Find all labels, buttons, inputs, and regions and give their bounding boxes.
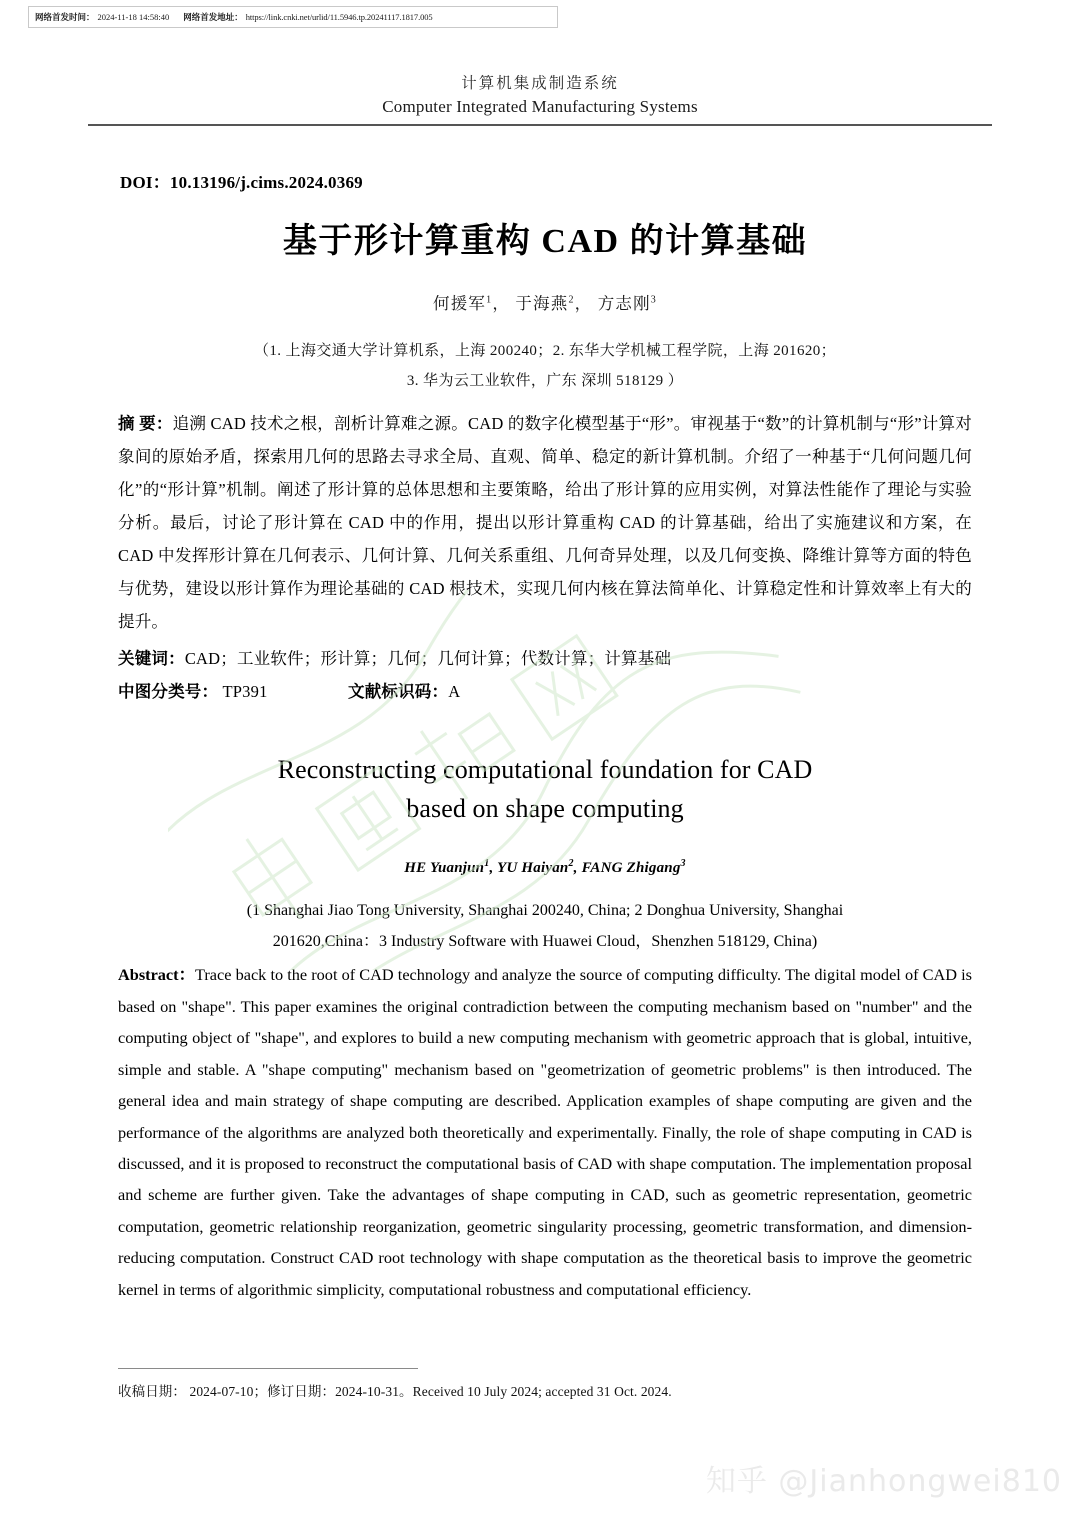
title-english-line-2: based on shape computing — [406, 794, 684, 823]
author-cn-3-affil-marker: 3 — [650, 294, 657, 305]
zhihu-watermark: 知乎 @Jianhongwei810 — [705, 1464, 1062, 1499]
affiliation-en-line-2: 201620,China：3 Industry Software with Huawei Cloud，Shenzhen 518129, China) — [272, 933, 818, 951]
abstract-english — [118, 959, 972, 1305]
abstract-chinese — [118, 407, 972, 638]
clc-group — [118, 675, 348, 708]
journal-masthead — [0, 72, 1080, 120]
authors-chinese — [118, 290, 972, 314]
doc-code-label: 文献标识码： — [348, 682, 449, 701]
journal-name-english: Computer Integrated Manufacturing Systems — [382, 97, 698, 117]
affiliation-cn-line-1: （1. 上海交通大学计算机系，上海 200240；2. 东华大学机械工程学院，上海 201620； — [253, 342, 837, 359]
received-dates-footnote: 收稿日期： 2024-07-10；修订日期：2024-10-31。Received 10 July 2024; accepted 31 Oct. 2024. — [118, 1384, 672, 1399]
abstract-chinese-text: 追溯 CAD 技术之根，剖析计算难之源。CAD 的数字化模型基于“形”。审视基于“数”的计算机制与“形”计算对象间的原始矛盾，探索用几何的思路去寻求全局、直观、简单、稳定的新计算机制。介绍了一种基于“几何问题几何化”的“形计算”机制。阐述了形计算的总体思想和主要策略，给出了形计算的应用实例，对算法性能作了理论与实验分析。最后，讨论了形计算在 CAD 中的作用，提出以形计算重构 CAD 的计算基础，给出了实施建议和方案，在 CAD 中发挥形计算在几何表示、几何计算、几何关系重组、几何奇异处理，以及几何变换、降维计算等方面的特色与优势，建设以形计算作为理论基础的 CAD 根技术，实现几何内核在算法简单化、计算稳定性和计算效率上有大的提升。 — [118, 414, 972, 631]
author-cn-2: 于海燕 — [515, 293, 569, 313]
publish-time-value: 2024-11-18 14:58:40 — [97, 11, 170, 22]
keywords-chinese-label: 关键词： — [118, 649, 185, 668]
journal-name-chinese: 计算机集成制造系统 — [461, 75, 619, 92]
abstract-english-text: Trace back to the root of CAD technology and analyze the source of computing difficulty. The digital model of CAD is based on "shape". This paper examines the original contradiction between the computing mechanism based on "number" and the computing object of "shape", and explores to build a new computing mechanism with geometric approach that is global, intuitive, simple and stable. A "shape computing" mechanism based on "geometrization of geometric problems" is then introduced. The general idea and main strategy of shape computing are described. Application examples of shape computing are given and the performance of the algorithms are analyzed both theoretically and experimentally. Finally, the role of shape computing in CAD is discussed, and it is proposed to reconstruct the computational basis of CAD with shape computation. The implementation proposal and scheme are further given. Take the advantages of shape computing in CAD, such as geometric representation, geometric computation, geometric relationship reorganization, geometric singularity processing, geometric transformation, and dimension-reducing computation. Construct CAD root technology with shape computation as the theoretical basis to improve the geometric kernel in terms of algorithmic simplicity, computational robustness and computational efficiency. — [118, 965, 972, 1299]
page-title-english — [118, 750, 972, 828]
masthead-divider — [88, 124, 992, 126]
author-cn-2-affil-marker: 2 — [568, 294, 575, 305]
author-cn-1: 何援军 — [433, 293, 487, 313]
clc-value: TP391 — [222, 682, 268, 701]
author-sep-1: ， — [492, 293, 511, 313]
abstract-english-label: Abstract： — [118, 965, 195, 985]
cnki-first-publication-bar — [28, 6, 558, 28]
page-title: 基于形计算重构 CAD 的计算基础 — [282, 223, 808, 260]
footnote-divider — [118, 1368, 418, 1369]
publish-url-label: 网络首发地址： — [183, 11, 243, 22]
affiliation-cn-line-2: 3. 华为云工业软件，广东 深圳 518129 ） — [406, 373, 684, 390]
publish-url-value[interactable]: https://link.cnki.net/urlid/11.5946.tp.20241117.1817.005 — [245, 11, 433, 22]
keywords-chinese-text: CAD；工业软件；形计算；几何；几何计算；代数计算；计算基础 — [184, 649, 672, 668]
authors-english: HE Yuanjun$^1$, YU Haiyan$^2$, FANG Zhigang$^3$ — [404, 858, 686, 876]
article-body — [118, 168, 972, 1305]
author-en-1: HE Yuanjun — [404, 860, 485, 876]
title-english-line-1: Reconstructing computational foundation for CAD — [277, 755, 813, 784]
affiliation-en-line-1: (1 Shanghai Jiao Tong University, Shanghai 200240, China; 2 Donghua University, Shanghai — [246, 902, 844, 919]
author-en-3-affil-marker: 3 — [680, 858, 686, 869]
abstract-chinese-label: 摘 要： — [118, 414, 173, 433]
doc-code-group — [348, 675, 460, 708]
author-cn-1-affil-marker: 1 — [486, 294, 493, 305]
doi-line: DOI：10.13196/j.cims.2024.0369 — [120, 173, 363, 192]
classification-row — [118, 675, 972, 708]
keywords-chinese — [118, 642, 972, 675]
author-cn-3: 方志刚 — [597, 293, 651, 313]
author-sep-2: ， — [574, 293, 593, 313]
publish-time-label: 网络首发时间： — [35, 11, 95, 22]
clc-label: 中图分类号： — [118, 682, 219, 701]
publish-time-group — [35, 13, 169, 22]
affiliations-chinese — [118, 336, 972, 398]
author-en-2-affil-marker: 2 — [568, 858, 574, 869]
doc-code-value: A — [448, 682, 461, 701]
author-en-1-affil-marker: 1 — [484, 858, 490, 869]
affiliations-english — [118, 895, 972, 957]
author-en-3: FANG Zhigang — [581, 860, 681, 876]
author-en-2: YU Haiyan — [497, 860, 569, 876]
publish-url-group — [183, 13, 432, 22]
